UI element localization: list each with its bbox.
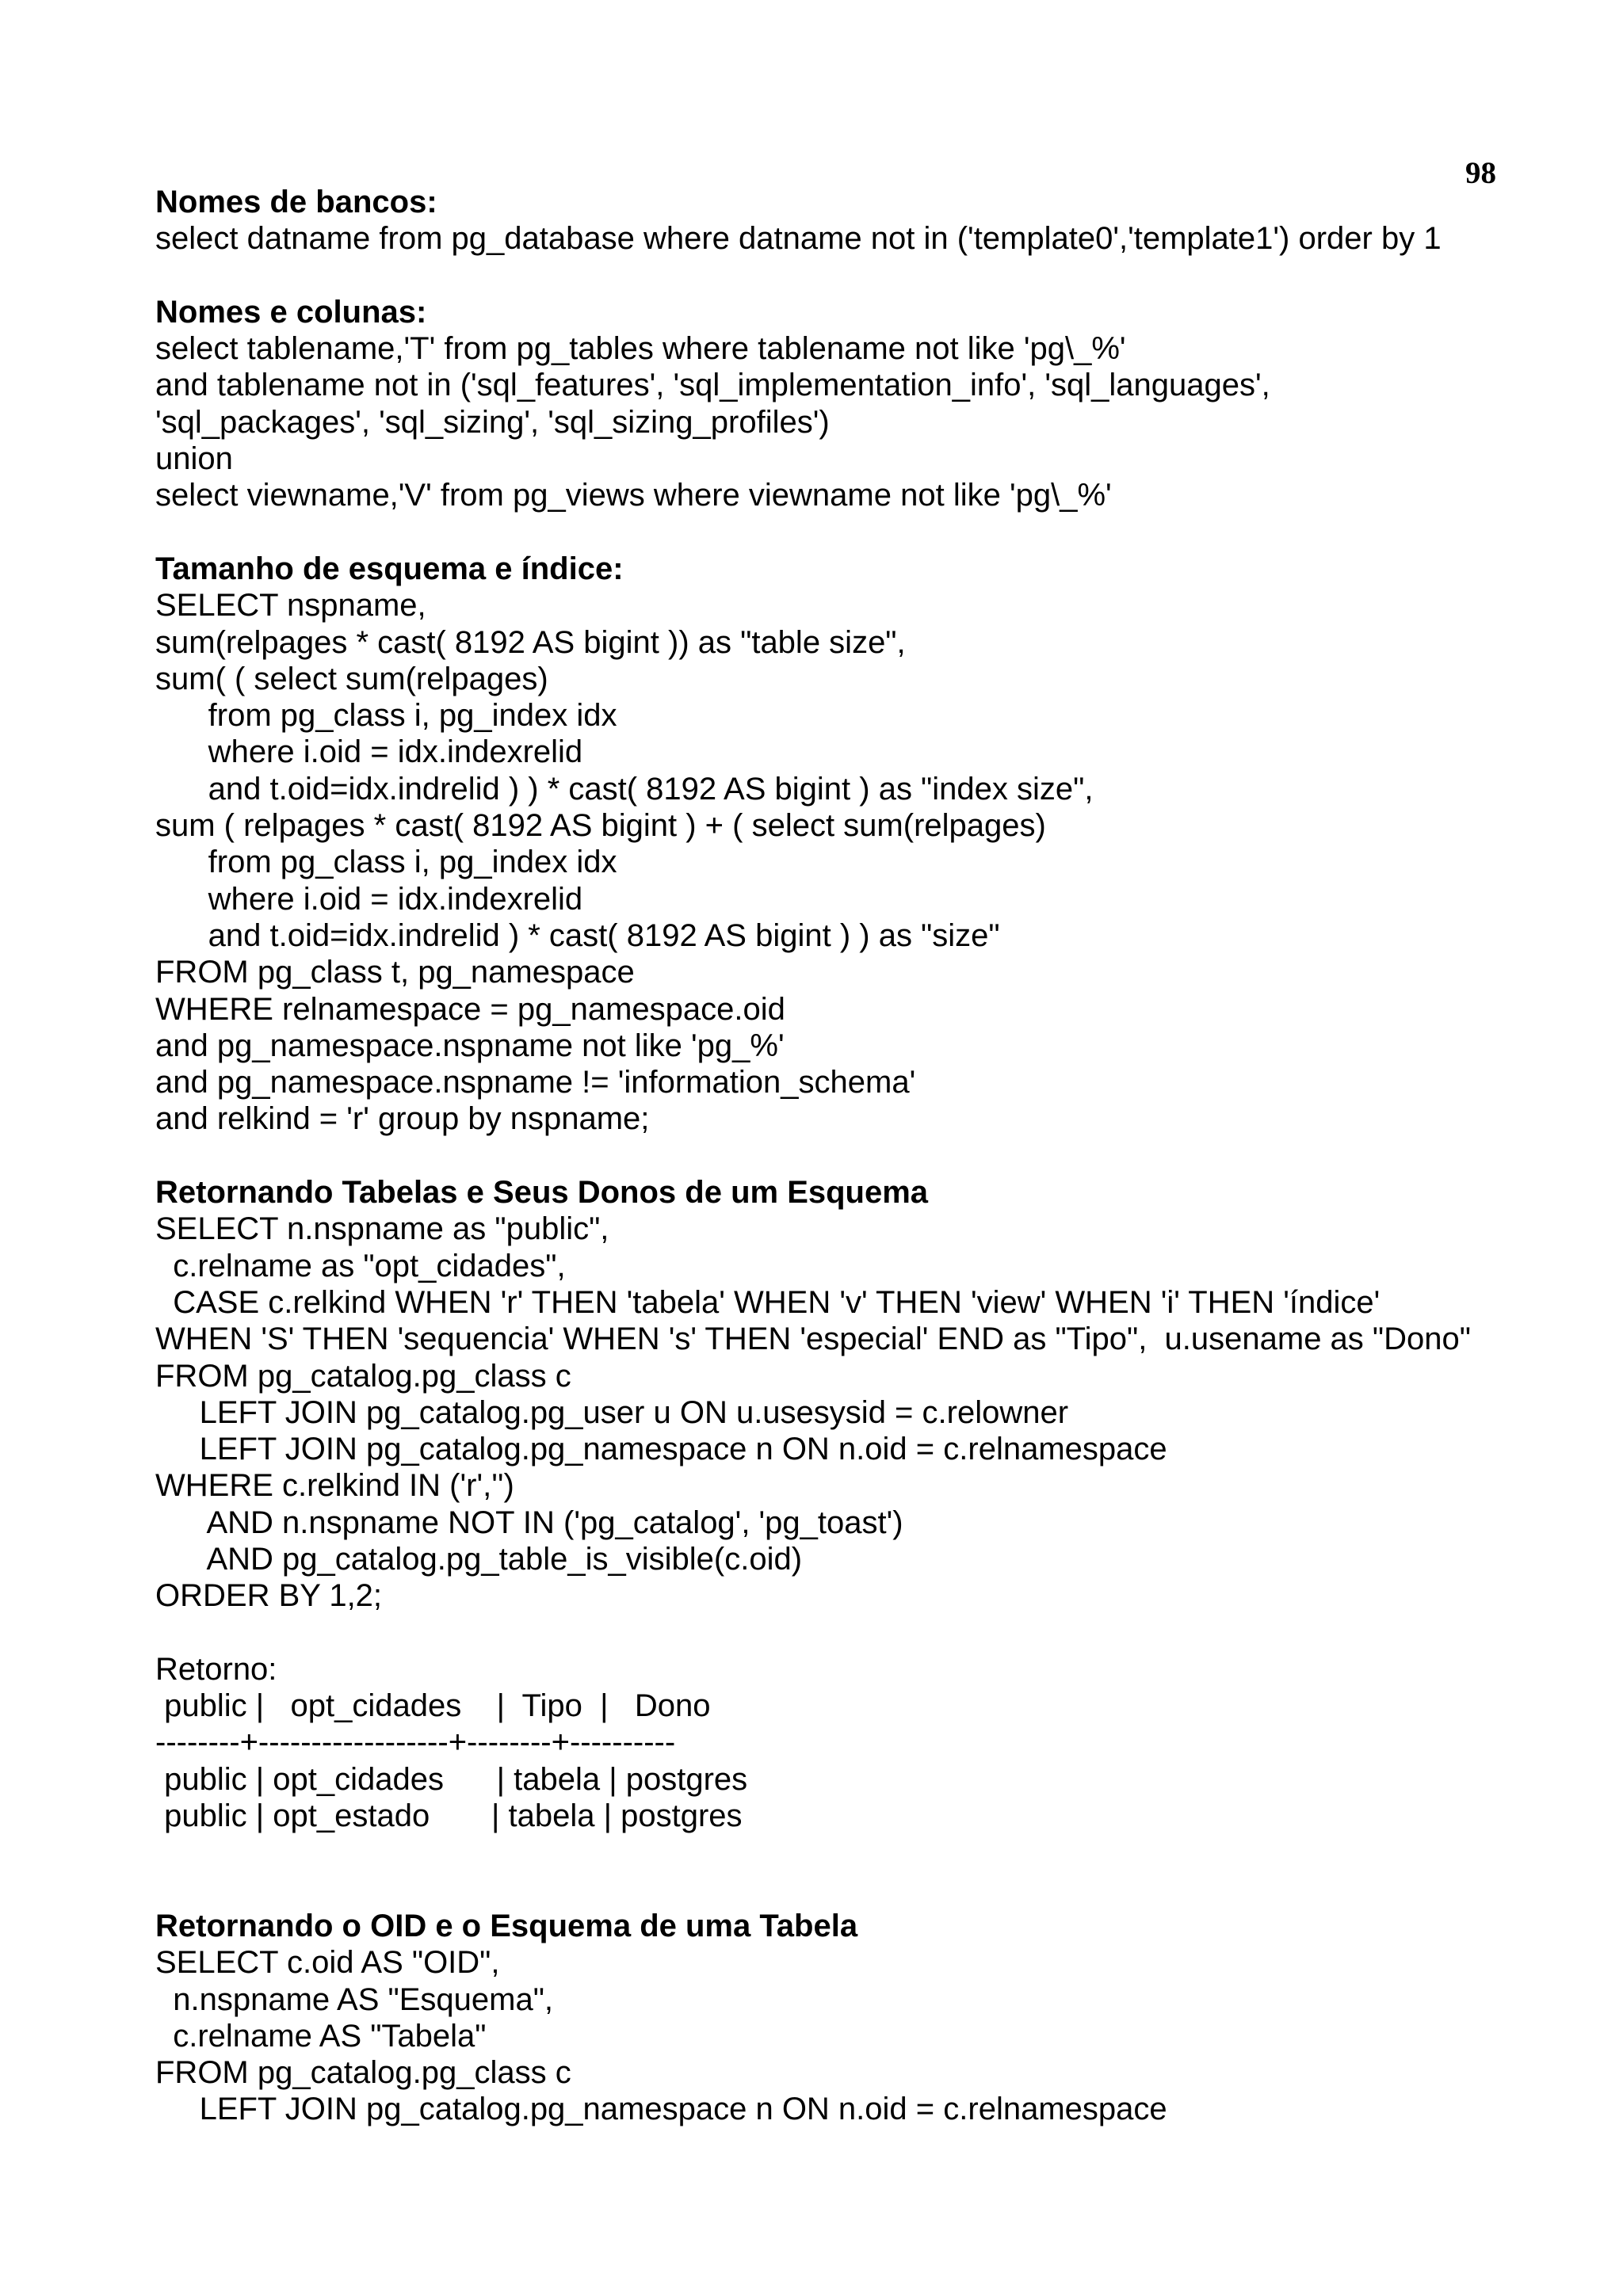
section-heading: Retornando Tabelas e Seus Donos de um Esquema: [155, 1175, 929, 1211]
code-line: WHERE c.relkind IN ('r',''): [155, 1468, 514, 1504]
code-line: n.nspname AS "Esquema",: [155, 1981, 554, 2017]
code-line: from pg_class i, pg_index idx: [155, 698, 617, 734]
section-tamanho-de-esquema: [155, 551, 1566, 1138]
code-line: sum(relpages * cast( 8192 AS bigint )) as "table size",: [155, 624, 906, 660]
section-heading: Nomes de bancos:: [155, 185, 437, 219]
code-line: FROM pg_catalog.pg_class c: [155, 2055, 571, 2091]
section-heading: Tamanho de esquema e índice:: [155, 551, 624, 586]
result-table-row: public | opt_estado | tabela | postgres: [155, 1798, 743, 1834]
section-retorno: [155, 1651, 1566, 1834]
code-line: AND n.nspname NOT IN ('pg_catalog', 'pg_toast'): [155, 1505, 903, 1540]
code-line: select viewname,'V' from pg_views where viewname not like 'pg\_%': [155, 478, 1112, 513]
result-table-divider: --------+------------------+--------+----------: [155, 1725, 676, 1760]
page-content: [155, 184, 1566, 2128]
code-line: SELECT c.oid AS "OID",: [155, 1945, 500, 1981]
code-line: union: [155, 441, 233, 477]
code-line: and t.oid=idx.indrelid ) * cast( 8192 AS bigint ) ) as "size": [155, 917, 1000, 953]
code-line: and relkind = 'r' group by nspname;: [155, 1101, 650, 1137]
code-line: LEFT JOIN pg_catalog.pg_user u ON u.usesysid = c.relowner: [155, 1394, 1069, 1430]
code-line: SELECT nspname,: [155, 588, 426, 624]
code-line: WHERE relnamespace = pg_namespace.oid: [155, 991, 785, 1027]
code-line: select tablename,'T' from pg_tables where tablename not like 'pg\_%': [155, 331, 1126, 367]
code-line: CASE c.relkind WHEN 'r' THEN 'tabela' WHEN 'v' THEN 'view' WHEN 'i' THEN 'índice': [155, 1284, 1381, 1320]
code-line: and pg_namespace.nspname != 'information_schema': [155, 1065, 916, 1100]
code-line: from pg_class i, pg_index idx: [155, 845, 617, 880]
retorno-label: Retorno:: [155, 1651, 277, 1687]
section-nomes-de-bancos: [155, 184, 1566, 257]
code-line: FROM pg_class t, pg_namespace: [155, 955, 635, 990]
code-line: c.relname as "opt_cidades",: [155, 1248, 566, 1283]
section-tabelas-e-donos: [155, 1174, 1566, 1615]
code-line: WHEN 'S' THEN 'sequencia' WHEN 's' THEN 'especial' END as "Tipo", u.usename as "Dono": [155, 1322, 1471, 1357]
code-line: SELECT n.nspname as "public",: [155, 1211, 609, 1247]
code-line: and t.oid=idx.indrelid ) ) * cast( 8192 AS bigint ) as "index size",: [155, 771, 1094, 807]
code-line: LEFT JOIN pg_catalog.pg_namespace n ON n.oid = c.relnamespace: [155, 2092, 1167, 2127]
code-line: c.relname AS "Tabela": [155, 2018, 487, 2054]
code-line: AND pg_catalog.pg_table_is_visible(c.oid): [155, 1541, 803, 1577]
code-line: select datname from pg_database where datname not in ('template0','template1') order by 1: [155, 221, 1442, 257]
result-table-row: public | opt_cidades | tabela | postgres: [155, 1761, 748, 1797]
code-line: ORDER BY 1,2;: [155, 1578, 383, 1614]
section-heading: Retornando o OID e o Esquema de uma Tabela: [155, 1908, 858, 1943]
code-line: LEFT JOIN pg_catalog.pg_namespace n ON n.oid = c.relnamespace: [155, 1432, 1167, 1467]
code-line: where i.oid = idx.indexrelid: [155, 734, 583, 770]
code-line: where i.oid = idx.indexrelid: [155, 881, 583, 917]
page-number: 98: [1465, 156, 1496, 190]
result-table-header: public | opt_cidades | Tipo | Dono: [155, 1688, 711, 1724]
section-heading: Nomes e colunas:: [155, 294, 427, 330]
code-line: and pg_namespace.nspname not like 'pg_%': [155, 1028, 785, 1063]
code-line: sum( ( select sum(relpages): [155, 661, 548, 696]
code-line: 'sql_packages', 'sql_sizing', 'sql_sizing_profiles'): [155, 404, 830, 440]
section-oid-e-esquema: [155, 1908, 1566, 2128]
code-line: and tablename not in ('sql_features', 'sql_implementation_info', 'sql_languages',: [155, 368, 1270, 403]
code-line: FROM pg_catalog.pg_class c: [155, 1358, 571, 1394]
code-line: sum ( relpages * cast( 8192 AS bigint ) + ( select sum(relpages): [155, 808, 1046, 844]
section-nomes-e-colunas: [155, 294, 1566, 514]
